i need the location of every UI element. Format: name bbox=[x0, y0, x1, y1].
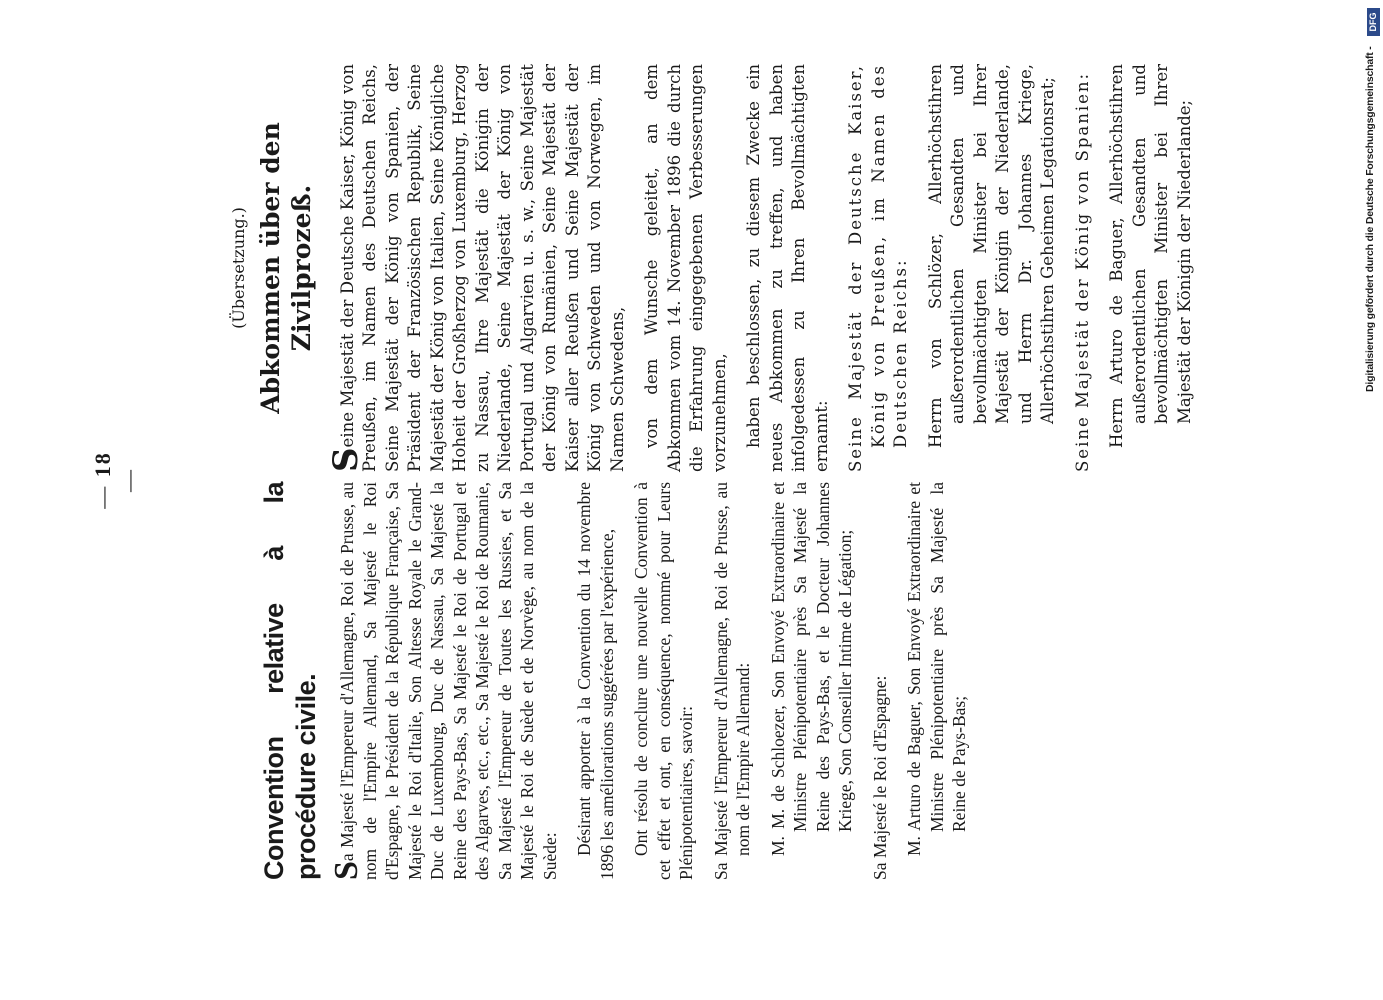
french-party-germany: Sa Majesté l'Empereur d'Allemagne, Roi de Prusse, au nom de l'Empire Allemand: bbox=[710, 482, 753, 880]
french-party-spain: Sa Majesté le Roi d'Espagne: bbox=[869, 675, 890, 880]
digitization-credit: Digitalisierung gefördert durch die Deutsche Forschungsgemeinschaft - bbox=[1364, 46, 1376, 392]
french-delegate-spain: M. Arturo de Baguer, Son Envoyé Extraordinaire et Ministre Plénipotentiaire près Sa Majesté la Reine de Pays-Bas; bbox=[904, 482, 969, 856]
french-column bbox=[258, 482, 983, 880]
german-delegate-spain: Herrn Arturo de Baguer, Allerhöchstihren außerordentlichen Gesandten und bevollmächtigten Minister bei Ihrer Majestät der Königin der Niederlande; bbox=[1107, 64, 1194, 448]
german-column bbox=[228, 64, 1208, 472]
french-paragraph-resolution: Ont résolu de conclure une nouvelle Convention à cet effet et ont, en conséquence, nommé pour Leurs Plénipotentiaires, savoir: bbox=[631, 482, 696, 880]
dfg-logo: DFG bbox=[1367, 8, 1380, 36]
german-title: Abkommen über den Zivilprozeß. bbox=[255, 122, 316, 414]
german-drop-cap: S bbox=[325, 447, 366, 472]
page-number: — 18 — bbox=[90, 451, 141, 509]
french-title: Convention relative à la procédure civile. bbox=[259, 482, 321, 880]
german-delegates-germany: Herrn von Schlözer, Allerhöchstihren außerordentlichen Gesandten und bevollmächtigten Minister bei Ihrer Majestät der Königin der Niederlande, und Herrn Dr. Johannes Kriege, Allerhöchstihren Geheimen Legationsrat; bbox=[925, 64, 1057, 448]
german-paragraph-desire: von dem Wunsche geleitet, an dem Abkommen vom 14. November 1896 die durch die Erfahrung eingegebenen Verbesserungen vorzunehmen, bbox=[642, 64, 729, 472]
german-preamble: Seine Majestät der Deutsche Kaiser, König von Preußen, im Namen des Deutschen Reichs, Seine Majestät der König von Spanien, der Präsident der Französischen Republik, Seine Majestät der König von Italien, Seine Königliche Hoheit der Großherzog von Luxemburg, Herzog zu Nassau, Ihre Majestät die Königin der Niederlande, Seine Majestät der König von Portugal und Algarvien u. s. w., Seine Majestät der König von Rumänien, Seine Majestät der Kaiser aller Reußen und Seine Majestät der König von Schweden und von Norwegen, im Namen Schwedens, bbox=[325, 64, 627, 472]
french-delegates-germany: M. M. de Schloezer, Son Envoyé Extraordinaire et Ministre Plénipotentiaire près Sa Majesté la Reine des Pays-Bas, et le Docteur Johannes Kriege, Son Conseiller Intime de Légation; bbox=[767, 482, 855, 856]
german-paragraph-resolution: haben beschlossen, zu diesem Zwecke ein neues Abkommen zu treffen, und haben infolgedessen zu Ihren Bevollmächtigten ernannt: bbox=[744, 64, 831, 472]
german-subtitle: (Übersetzung.) bbox=[229, 207, 248, 329]
french-paragraph-desire: Désirant apporter à la Convention du 14 novembre 1896 les améliorations suggérées par l'expérience, bbox=[574, 482, 617, 880]
french-drop-cap: S bbox=[328, 861, 365, 880]
german-party-spain: Seine Majestät der König von Spanien: bbox=[1072, 71, 1092, 472]
french-preamble: Sa Majesté l'Empereur d'Allemagne, Roi de Prusse, au nom de l'Empire Allemand, Sa Majesté le Roi d'Espagne, le Président de la République Française, Sa Majesté le Roi d'Italie, Son Altesse Royale le Grand-Duc de Luxembourg, Duc de Nassau, Sa Majesté la Reine des Pays-Bas, Sa Majesté le Roi de Portugal et des Algarves, etc., etc., Sa Majesté le Roi de Roumanie, Sa Majesté l'Empereur de Toutes les Russies, et Sa Majesté le Roi de Suède et de Norvège, au nom de la Suède: bbox=[328, 482, 560, 880]
german-party-germany: Seine Majestät der Deutsche Kaiser, König von Preußen, im Namen des Deutschen Reichs: bbox=[846, 64, 910, 472]
